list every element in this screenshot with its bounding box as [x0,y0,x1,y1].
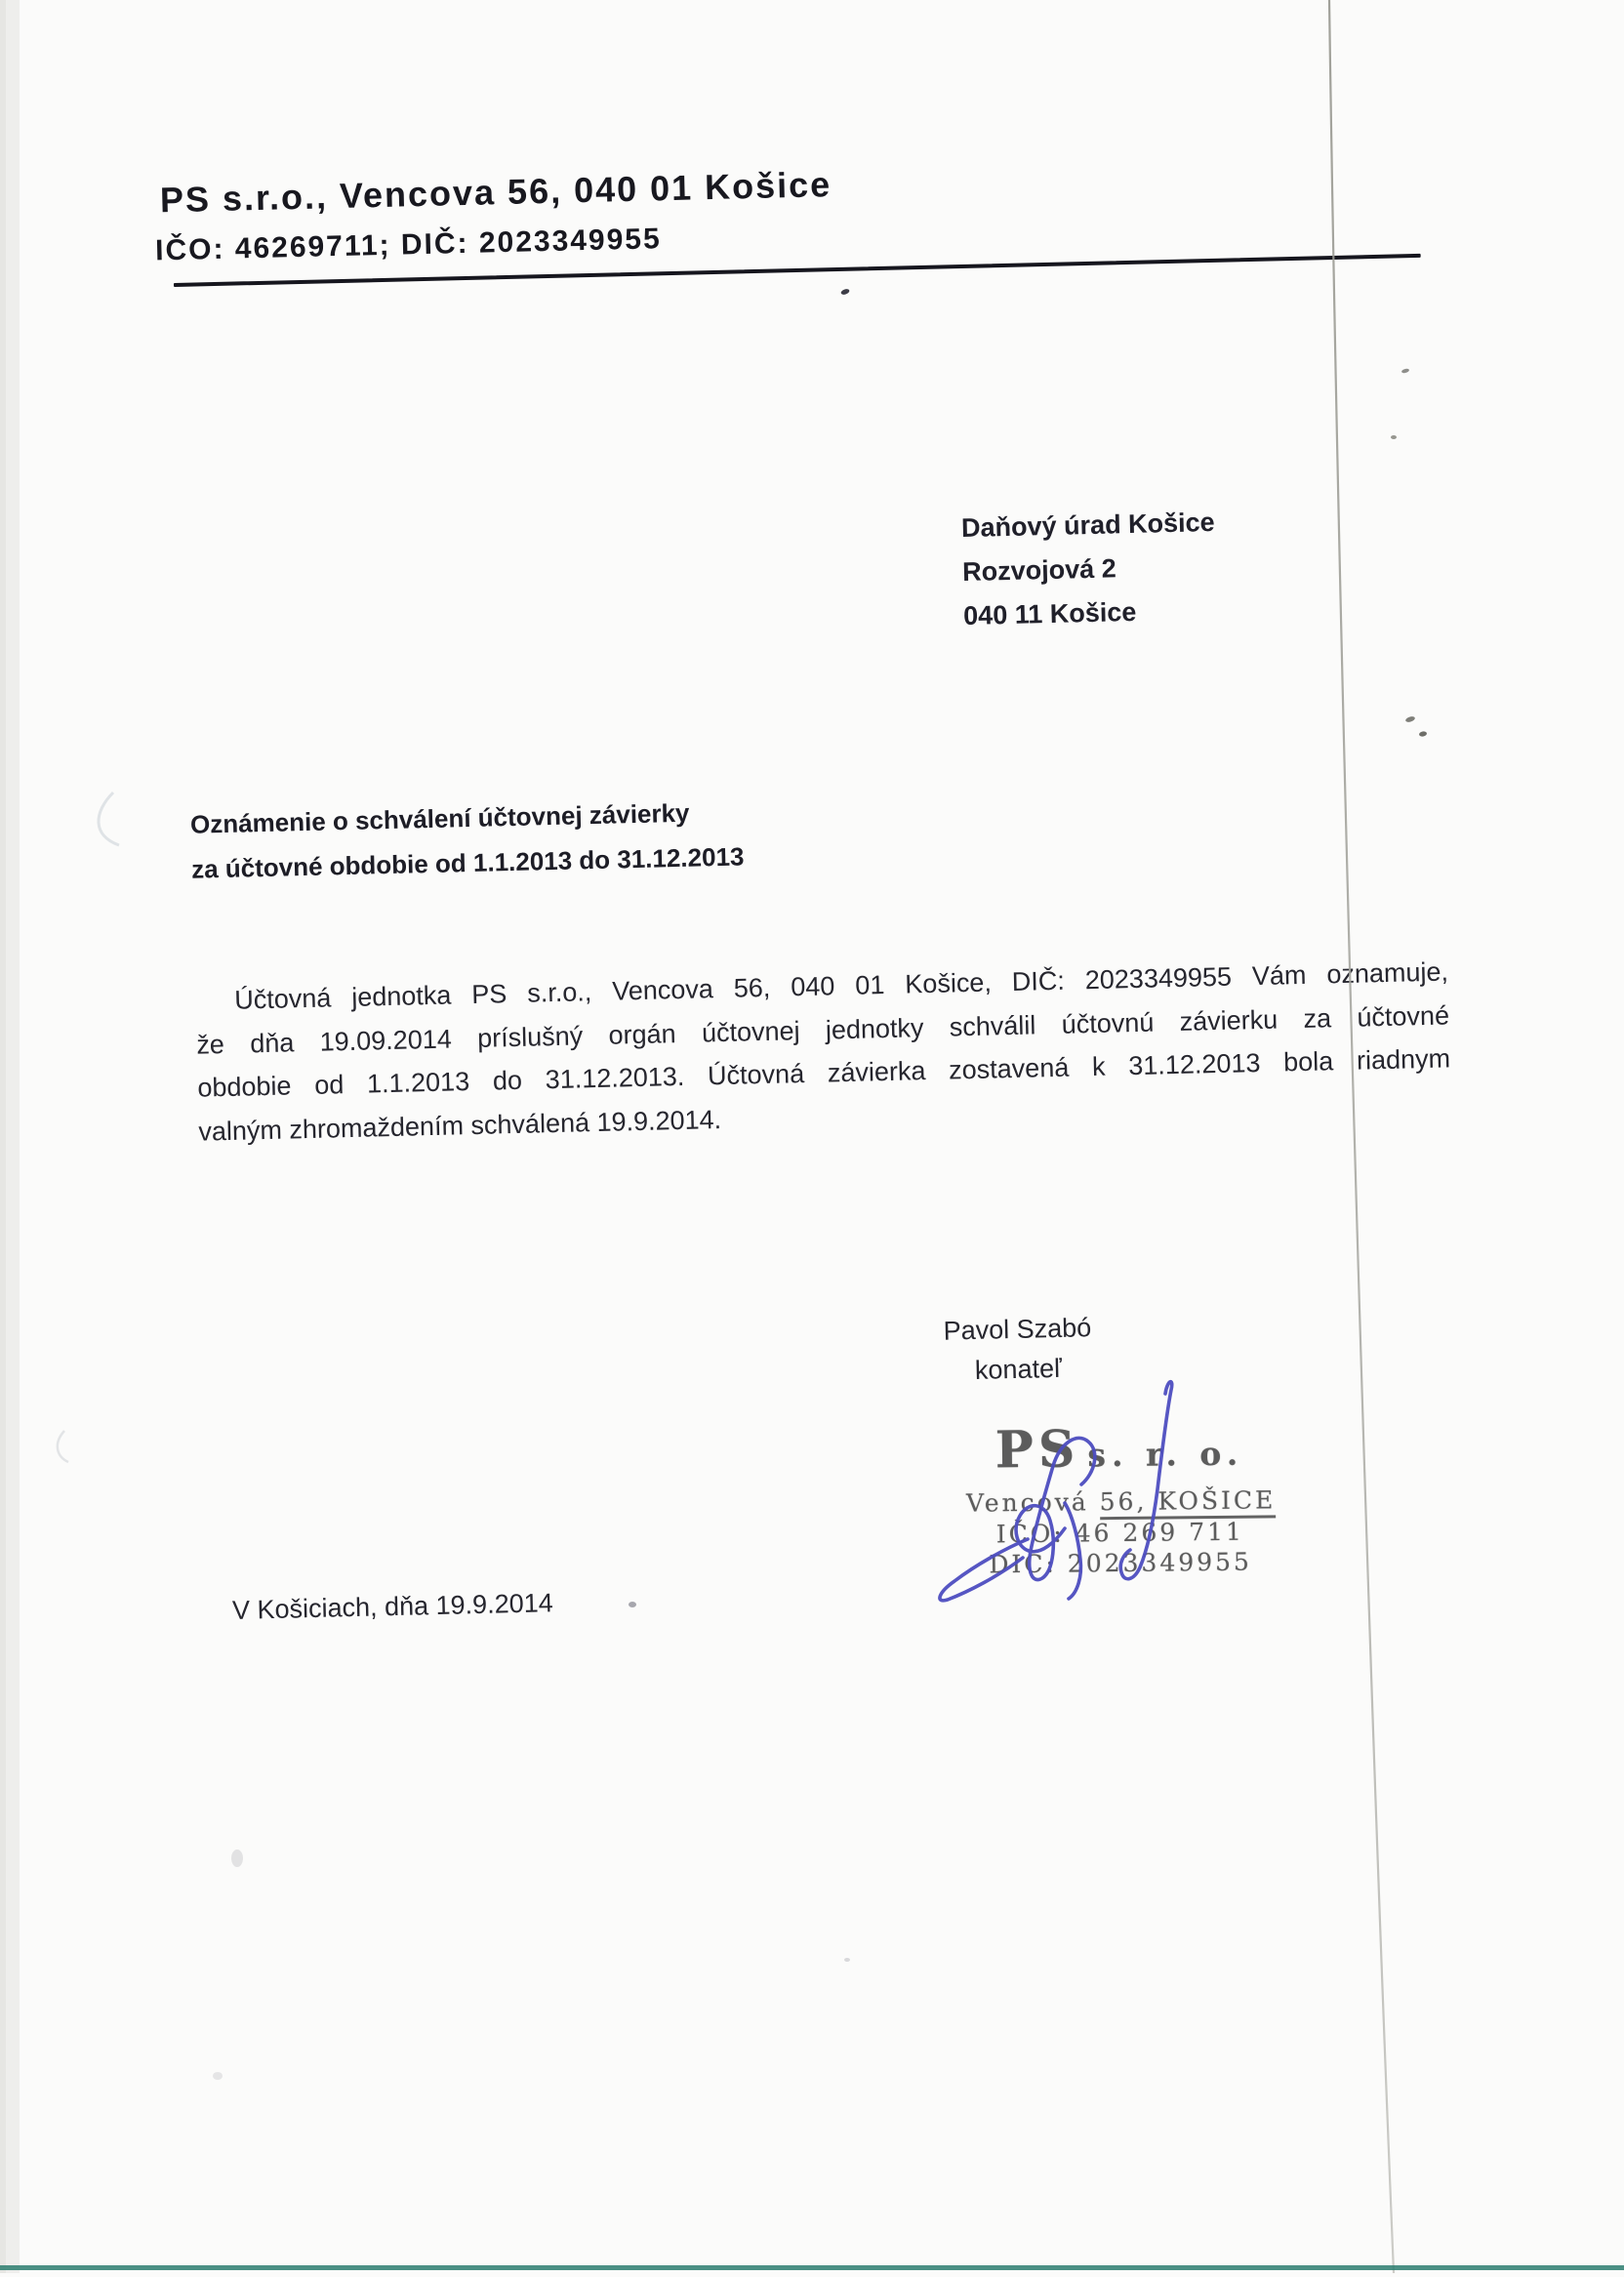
signatory-block [890,1307,1146,1393]
recipient-line-2: Rozvojová 2 [961,553,1117,588]
signatory-title: konateľ [974,1353,1063,1385]
body-line: Účtovná jednotka PS s.r.o., Vencova 56, 040 01 Košice, DIČ: 2023349955 Vám oznamuje, [233,956,1449,1015]
recipient-block [961,501,1218,638]
stamp-company-line [965,1419,1274,1486]
body-paragraph [195,950,1452,1153]
stamp-address-underlined: 56, KOŠICE [1100,1485,1277,1520]
signatory-name: Pavol Szabó [943,1313,1092,1346]
company-ids-line: IČO: 46269711; DIČ: 2023349955 [154,223,663,267]
subject-line-2: za účtovné obdobie od 1.1.2013 do 31.12.2013 [190,841,745,884]
stamp-company-small: s. r. o. [1087,1434,1244,1475]
stamp-company-big: PS [995,1419,1080,1481]
body-line: že dňa 19.09.2014 príslušný orgán účtovnej jednotky schválil účtovnú závierku za účtovné [195,999,1450,1060]
body-line: obdobie od 1.1.2013 do 31.12.2013. Účtovná závierka zostavená k 31.12.2013 bola riadnym [197,1043,1451,1103]
subject-line-1: Oznámenie o schválení účtovnej závierky [189,797,690,839]
company-header-line: PS s.r.o., Vencova 56, 040 01 Košice [159,164,832,221]
stamp-address-line [965,1484,1277,1519]
stamp-ico-line: IČO: 46 269 711 [995,1517,1244,1549]
recipient-line-1: Daňový úrad Košice [960,507,1215,544]
place-date-line: V Košiciach, dňa 19.9.2014 [231,1588,554,1625]
body-line: valným zhromaždením schválená 19.9.2014. [198,1104,722,1147]
stamp-dic-line: DIČ: 2023349955 [989,1547,1253,1579]
recipient-line-3: 040 11 Košice [962,596,1137,631]
stamp-address-prefix: Vencová [965,1487,1100,1518]
subject-block [189,789,744,891]
stamp-block [965,1419,1277,1579]
